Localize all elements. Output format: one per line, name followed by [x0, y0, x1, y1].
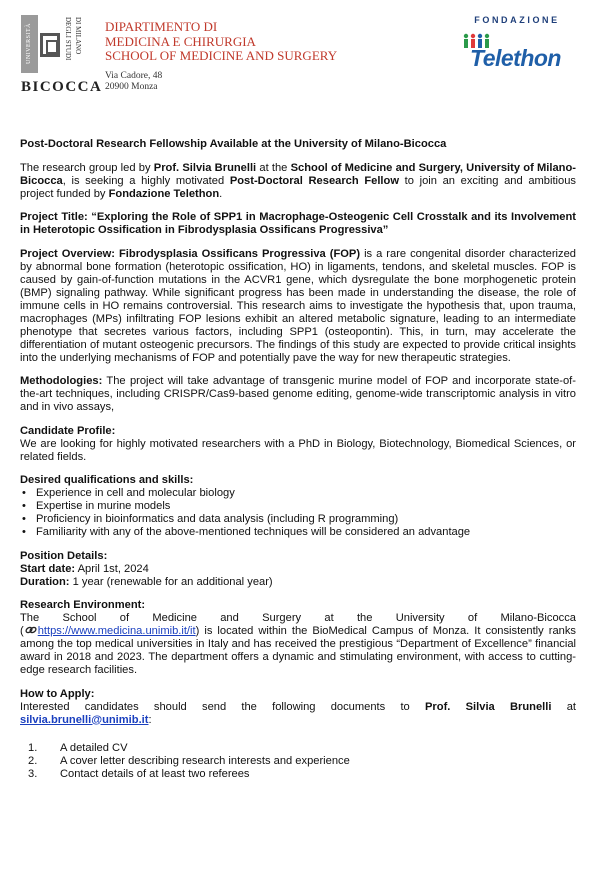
apply-email-line — [20, 714, 576, 727]
environment-first-line: The School of Medicine and Surgery at the University of Milano-Bicocca — [20, 612, 576, 624]
letterhead — [0, 0, 600, 110]
paren: ( — [20, 625, 24, 637]
item-number: 3. — [28, 767, 38, 780]
candidate-text: We are looking for highly motivated researchers with a PhD in Biology, Biotechnology, Biomedical Sciences, or related fields. — [20, 437, 576, 463]
seal-band: UNIVERSITÀ — [21, 15, 38, 73]
list-item: • Familiarity with any of the above-mentioned techniques will be considered an advantage — [20, 526, 576, 539]
department-block — [105, 20, 337, 93]
item-number: 1. — [28, 741, 38, 754]
intro-text: , is seeking a highly motivated — [62, 174, 230, 187]
address-city: 20900 Monza — [105, 81, 158, 92]
intro-text: The research group led by — [20, 161, 154, 174]
duration-value: 1 year (renewable for an additional year) — [69, 575, 273, 588]
address — [105, 71, 337, 93]
start-date — [20, 563, 576, 576]
sponsor-mark — [462, 33, 572, 77]
item-number: 2. — [28, 754, 38, 767]
list-item — [20, 742, 576, 755]
apply-at: at — [551, 700, 576, 713]
sponsor-label: FONDAZIONE — [474, 15, 560, 25]
methodologies-text: The project will take advantage of transgenic murine model of FOP and incorporate state-of-the-art techniques, including CRISPR/Cas9-based genome editing, genome-wide transcriptomic analysis in vitro and in vivo assays, — [20, 375, 576, 413]
university-logo — [21, 15, 103, 97]
item-text: A cover letter describing research interests and experience — [60, 754, 350, 767]
candidate-heading: Candidate Profile: — [20, 424, 116, 437]
sponsor-name: Telethon — [470, 45, 561, 71]
link-icon — [25, 625, 37, 635]
address-street: Via Cadore, 48 — [105, 70, 163, 81]
duration-label: Duration: — [20, 575, 70, 588]
start-date-value: April 1st, 2024 — [75, 562, 149, 575]
list-item: • Proficiency in bioinformatics and data analysis (including R programming) — [20, 513, 576, 526]
item-text: A detailed CV — [60, 741, 128, 754]
intro-paragraph — [20, 162, 576, 201]
qualifications-list — [20, 487, 576, 539]
apply-heading: How to Apply: — [20, 687, 95, 700]
list-item — [20, 768, 576, 781]
apply-text — [20, 701, 576, 714]
apply-colon: : — [148, 713, 152, 726]
documents-list — [20, 742, 576, 781]
contact-email-link[interactable]: silvia.brunelli@unimib.it — [20, 713, 149, 726]
intro-text: . — [219, 187, 223, 200]
overview-text: is a rare congenital disorder characterized by abnormal bone formation (heterotopic ossification, HO) in ligaments, tendons, and skeletal muscles. FOP is caused by gain-of-function mutations in the ACVR1 gene, which dysregulate the bone morphogenetic protein (BMP) signaling pathway. While significant progress has been made in understanding the disease, the role of immune cells in HO remains controversial. This research aims to investigate the hypothesis that, upon trauma, macrophages (MPs) infiltrating FOP lesions exhibit an altered metabolic signature, leading to an intermediate phenotype that secretes various factors, including SPP1 (osteopontin). This, in turn, may accelerate the differentiation of mutant osteogenic precursors. The findings of this study are expected to provide critical insights into the underlying mechanisms of FOP and potentially pave the way for new therapeutic strategies. — [20, 247, 576, 364]
logo-vertical-text-2: DI MILANO — [74, 17, 82, 55]
telethon-logo — [462, 15, 572, 85]
department-line-3: SCHOOL OF MEDICINE AND SURGERY — [105, 48, 338, 63]
methodologies-label: Methodologies: — [20, 375, 103, 387]
fellowship-announcement — [20, 138, 576, 781]
project-title: Project Title: “Exploring the Role of SPP1 in Macrophage-Osteogenic Cell Crosstalk and its Involvement in Heterotopic Ossification in Fibrodysplasia Ossificans Progressiva” — [20, 211, 576, 236]
environment-text — [20, 625, 576, 677]
intro-text: at the — [256, 161, 291, 174]
intro-funder: Fondazione Telethon — [108, 187, 220, 200]
apply-intro: Interested candidates should send the following documents to — [20, 700, 425, 713]
position-heading: Position Details: — [20, 549, 108, 562]
list-item: • Experience in cell and molecular biology — [20, 487, 576, 500]
seal-emblem-icon — [40, 33, 60, 57]
department-website-link[interactable]: https://www.medicina.unimib.it/it — [37, 625, 196, 637]
start-date-label: Start date: — [20, 562, 76, 575]
qualifications-heading: Desired qualifications and skills: — [20, 474, 194, 486]
logo-wordmark: BICOCCA — [21, 79, 103, 95]
contact-name: Prof. Silvia Brunelli — [425, 700, 552, 713]
intro-text: to join an exciting and ambitious project funded by — [20, 174, 576, 200]
intro-school: School of Medicine and Surgery, University of Milano-Bicocca — [20, 161, 576, 187]
intro-pi-name: Prof. Silvia Brunelli — [153, 161, 257, 174]
list-item: • Expertise in murine models — [20, 500, 576, 513]
department-line-2: MEDICINA E CHIRURGIA — [105, 33, 256, 49]
list-item — [20, 755, 576, 768]
methodologies — [20, 375, 576, 414]
page-title: Post-Doctoral Research Fellowship Available at the University of Milano-Bicocca — [20, 138, 447, 150]
environment-heading: Research Environment: — [20, 599, 146, 611]
overview-label: Project Overview: Fibrodysplasia Ossificans Progressiva (FOP) — [20, 247, 361, 260]
intro-position: Post-Doctoral Research Fellow — [229, 174, 399, 187]
duration — [20, 576, 576, 589]
environment-rest: ) is located within the BioMedical Campus of Monza. It consistently ranks among the top medical universities in Italy and has received the prestigious “Department of Excellence” financial award in 2018 and 2023. The department offers a dynamic and stimulating environment, with access to cutting-edge research facilities. — [20, 625, 576, 676]
project-overview — [20, 248, 576, 365]
department-line-1: DIPARTIMENTO DI — [105, 19, 218, 34]
logo-vertical-text-1: DEGLI STUDI — [64, 17, 72, 61]
item-text: Contact details of at least two referees — [60, 767, 250, 780]
